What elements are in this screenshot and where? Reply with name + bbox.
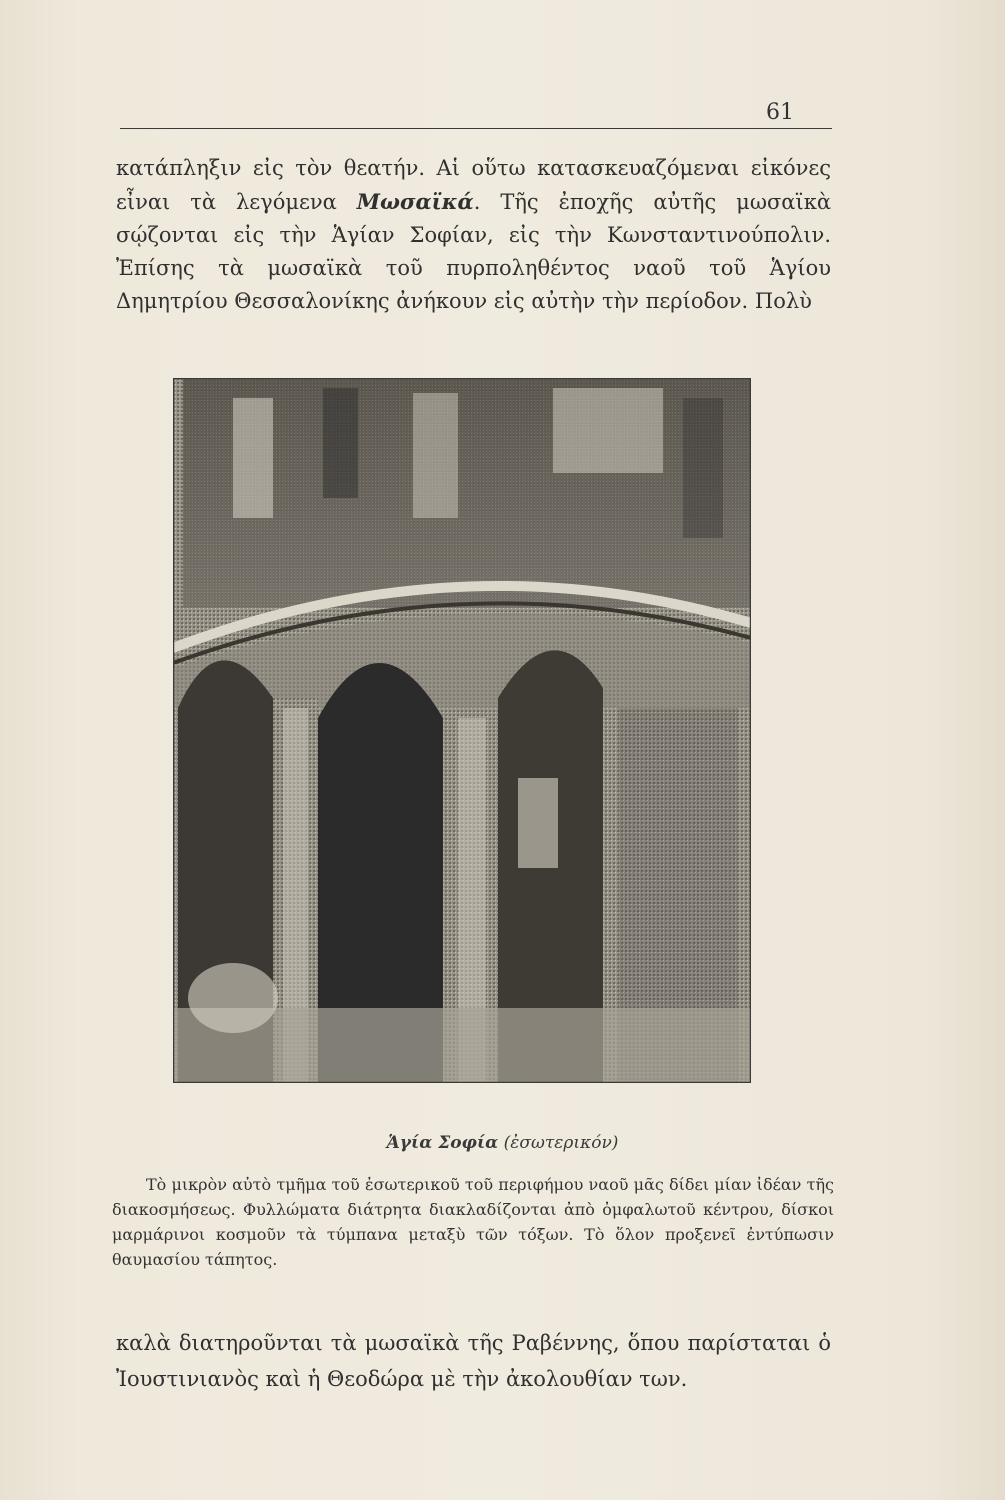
figure-caption [0,1133,1005,1153]
caption-subtitle: (ἐσωτερικόν) [503,1133,619,1153]
page-number: 61 [766,100,794,125]
photo-illustration [173,378,751,1083]
top-paragraph [116,152,831,318]
bottom-paragraph: καλὰ διατηροῦνται τὰ μωσαϊκὰ τῆς Ραβέννης, ὅπου παρίσταται ὁ Ἰουστινιανὸς καὶ ἡ Θεοδώρα μὲ τὴν ἀκολουθίαν των. [116,1331,831,1391]
term-mosaics: Μωσαϊκά [356,189,474,214]
top-text-1: κατάπληξιν εἰς τὸν θεατήν. Αἱ οὕτω κατασκευαζόμεναι εἰκόνες [116,156,831,180]
caption-title: Ἁγία Σοφία [386,1133,499,1153]
top-text-3: . Τῆς ἐποχῆς αὐτῆς μωσαϊκὰ σῴζονται εἰς τὴν Ἁγίαν Σοφίαν, εἰς τὴν Κωνσταντινούπολιν. Ἐπίσης τὰ μωσαϊκὰ τοῦ πυρποληθέντος ναοῦ τοῦ Ἁγίου Δημητρίου Θεσσαλονίκης ἀνήκουν εἰς αὐτὴν τὴν περίοδον. Πολὺ [116,190,831,313]
hagia-sophia-photo [173,378,751,1083]
top-text-2: εἶναι τὰ λεγόμενα [116,190,357,214]
figure-description: Τὸ μικρὸν αὐτὸ τμῆμα τοῦ ἐσωτερικοῦ τοῦ περιφήμου ναοῦ μᾶς δίδει μίαν ἰδέαν τῆς διακοσμήσεως. Φυλλώματα διάτρητα διακλαδίζονται ἀπὸ ὀμφαλωτοῦ κέντρου, δίσκοι μαρμάρινοι κοσμοῦν τὰ τύμπανα μεταξὺ τῶν τόξων. Τὸ ὅλον προξενεῖ ἐντύπωσιν θαυμασίου τάπητος. [112,1175,834,1269]
header-rule [120,128,832,129]
